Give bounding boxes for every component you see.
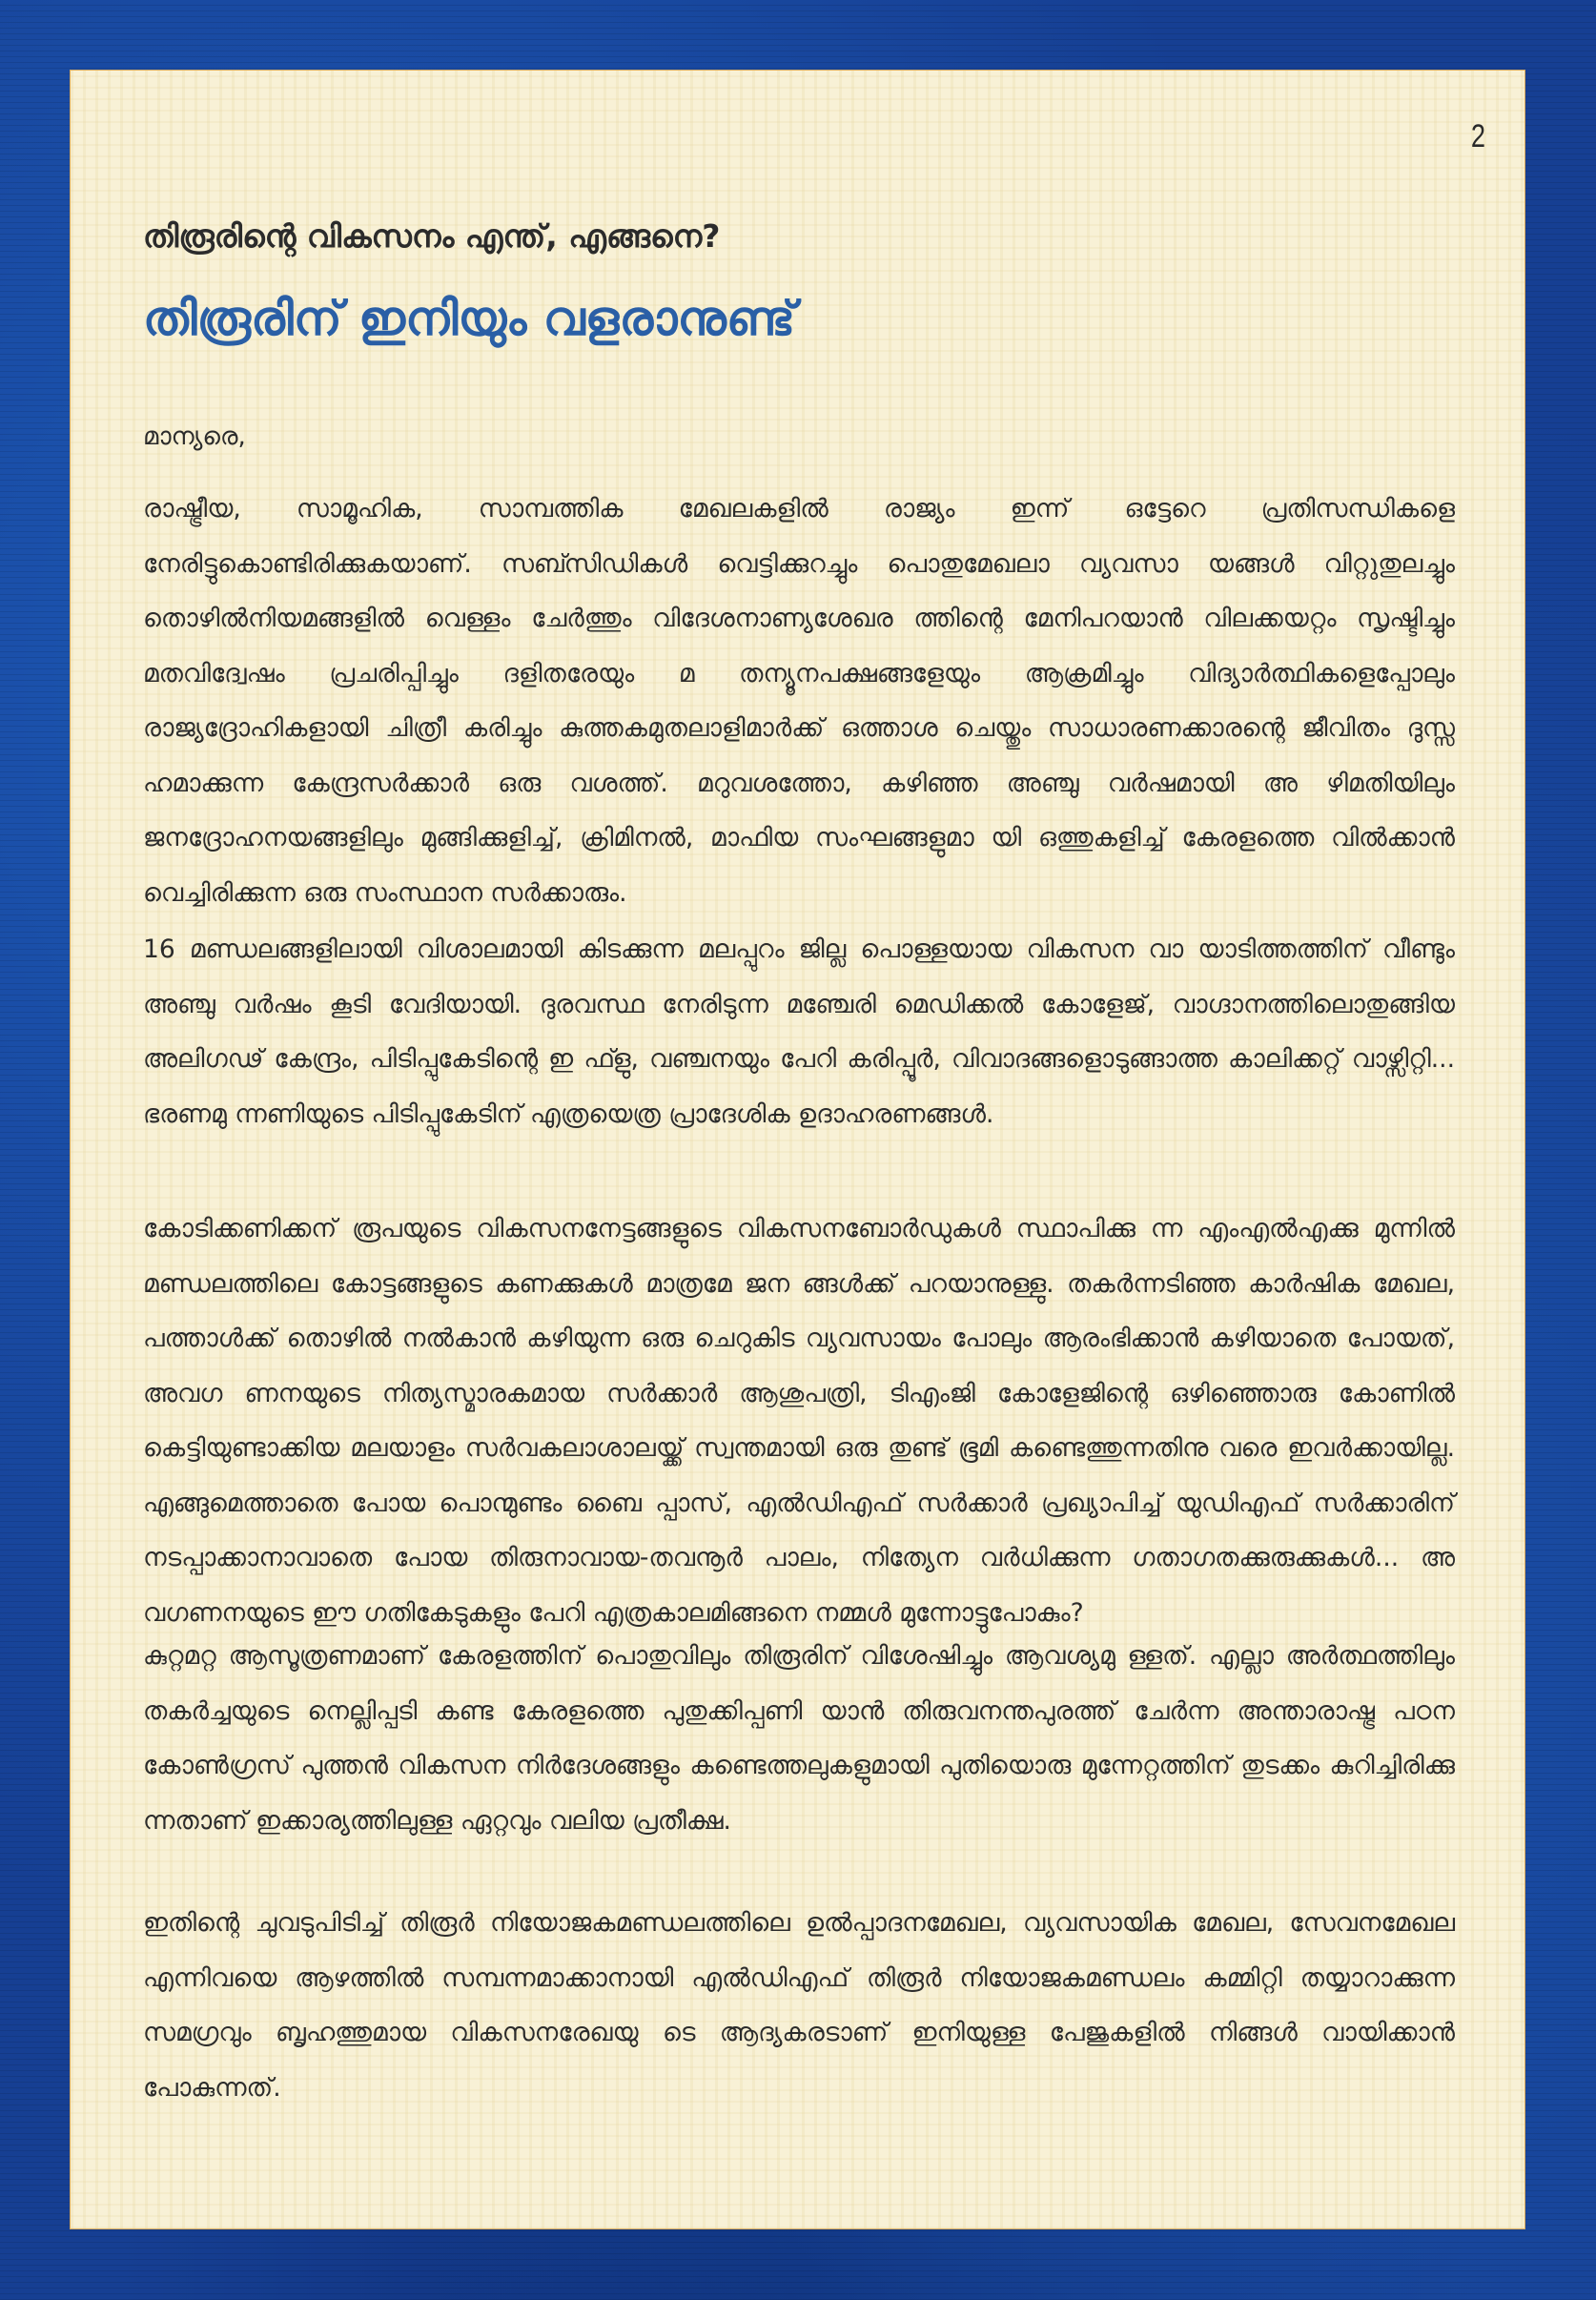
paragraph-5: ഇതിന്റെ ചുവടുപിടിച്ച് തിരൂർ നിയോജകമണ്ഡലത്തിലെ ഉൽപ്പാദനമേഖല, വ്യവസായിക മേഖല, സേവനമേഖല എന്നിവയെ ആഴത്തിൽ സമ്പന്നമാക്കാനായി എൽഡിഎഫ് തിരൂർ നിയോജകമണ്ഡലം കമ്മിറ്റി തയ്യാറാക്കുന്ന സമഗ്രവും ബൃഹത്തുമായ വികസനരേഖയു ടെ ആദ്യകരടാണ് ഇനിയുള്ള പേജുകളിൽ നിങ്ങൾ വായിക്കാൻ പോകുന്നത്.	[143, 1908, 1455, 2103]
paragraph-2: 16 മണ്ഡലങ്ങളിലായി വിശാലമായി കിടക്കുന്ന മലപ്പുറം ജില്ല പൊള്ളയായ വികസന വാ യാടിത്തത്തിന് വീണ്ടും അഞ്ചു വർഷം കൂടി വേദിയായി. ദുരവസ്ഥ നേരിടുന്ന മഞ്ചേരി മെഡിക്കൽ കോളേജ്, വാഗ്ദാനത്തിലൊതുങ്ങിയ അലിഗഢ് കേന്ദ്രം, പിടിപ്പുകേടിന്റെ ഇ ഫ്ളു, വഞ്ചനയും പേറി കരിപ്പൂർ, വിവാദങ്ങളൊടുങ്ങാത്ത കാലിക്കറ്റ് വാഴ്സിറ്റി... ഭരണമു ന്നണിയുടെ പിടിപ്പുകേടിന് എത്രയെത്ര പ്രാദേശിക ഉദാഹരണങ്ങൾ.	[143, 934, 1455, 1129]
salutation: മാന്യരെ,	[143, 422, 246, 451]
page-title: തിരൂരിന് ഇനിയും വളരാനുണ്ട്	[143, 291, 796, 346]
page-number: 2	[1470, 118, 1485, 154]
paragraph-1: രാഷ്ട്രീയ, സാമൂഹിക, സാമ്പത്തിക മേഖലകളിൽ രാജ്യം ഇന്ന് ഒട്ടേറെ പ്രതിസന്ധികളെ നേരിട്ടുകൊണ്ടിരിക്കുകയാണ്. സബ്സിഡികൾ വെട്ടിക്കുറച്ചും പൊതുമേഖലാ വ്യവസാ യങ്ങൾ വിറ്റുതുലച്ചും തൊഴിൽനിയമങ്ങളിൽ വെള്ളം ചേർത്തും വിദേശനാണ്യശേഖര ത്തിന്റെ മേനിപറയാൻ വിലക്കയറ്റം സൃഷ്ടിച്ചും മതവിദ്വേഷം പ്രചരിപ്പിച്ചും ദളിതരേയും മ തന്യൂനപക്ഷങ്ങളേയും ആക്രമിച്ചും വിദ്യാർത്ഥികളെപ്പോലും രാജ്യദ്രോഹികളായി ചിത്രീ കരിച്ചും കുത്തകമുതലാളിമാർക്ക് ഒത്താശ ചെയ്തും സാധാരണക്കാരന്റെ ജീവിതം ദുസ്സ ഹമാക്കുന്ന കേന്ദ്രസർക്കാർ ഒരു വശത്ത്. മറുവശത്തോ, കഴിഞ്ഞ അഞ്ചു വർഷമായി അ ഴിമതിയിലും ജനദ്രോഹനയങ്ങളിലും മുങ്ങിക്കുളിച്ച്, ക്രിമിനൽ, മാഫിയ സംഘങ്ങളുമാ യി ഒത്തുകളിച്ച് കേരളത്തെ വിൽക്കാൻ വെച്ചിരിക്കുന്ന ഒരു സംസ്ഥാന സർക്കാരും.	[143, 494, 1455, 908]
subheading: തിരൂരിന്റെ വികസനം എന്ത്, എങ്ങനെ?	[143, 217, 721, 255]
paragraph-3: കോടിക്കണിക്കന് രൂപയുടെ വികസനനേട്ടങ്ങളുടെ വികസനബോർഡുകൾ സ്ഥാപിക്കു ന്ന എംഎൽഎക്കു മുന്നിൽ മണ്ഡലത്തിലെ കോട്ടങ്ങളുടെ കണക്കുകൾ മാത്രമേ ജന ങ്ങൾക്ക് പറയാനുള്ളു. തകർന്നടിഞ്ഞ കാർഷിക മേഖല, പത്താൾക്ക് തൊഴിൽ നൽകാൻ കഴിയുന്ന ഒരു ചെറുകിട വ്യവസായം പോലും ആരംഭിക്കാൻ കഴിയാതെ പോയത്, അവഗ ണനയുടെ നിത്യസ്മാരകമായ സർക്കാർ ആശുപത്രി, ടിഎംജി കോളേജിന്റെ ഒഴിഞ്ഞൊരു കോണിൽ കെട്ടിയുണ്ടാക്കിയ മലയാളം സർവകലാശാലയ്ക്ക് സ്വന്തമായി ഒരു തുണ്ട് ഭൂമി കണ്ടെത്തുന്നതിനു വരെ ഇവർക്കായില്ല. എങ്ങുമെത്താതെ പോയ പൊന്മുണ്ടം ബൈ പ്പാസ്, എൽഡിഎഫ് സർക്കാർ പ്രഖ്യാപിച്ച് യുഡിഎഫ് സർക്കാരിന് നടപ്പാക്കാനാവാതെ പോയ തിരുനാവായ-തവനൂർ പാലം, നിത്യേന വർധിക്കുന്ന ഗതാഗതക്കുരുക്കുകൾ... അ വഗണനയുടെ ഈ ഗതികേടുകളും പേറി എത്രകാലമിങ്ങനെ നമ്മൾ മുന്നോട്ടുപോകും?	[143, 1214, 1455, 1628]
paragraph-4: കുറ്റമറ്റ ആസൂത്രണമാണ് കേരളത്തിന് പൊതുവിലും തിരൂരിന് വിശേഷിച്ചും ആവശ്യമു ള്ളത്. എല്ലാ അർത്ഥത്തിലും തകർച്ചയുടെ നെല്ലിപ്പടി കണ്ട കേരളത്തെ പുതുക്കിപ്പണി യാൻ തിരുവനന്തപുരത്ത് ചേർന്ന അന്താരാഷ്ട്ര പഠന കോൺഗ്രസ് പുത്തൻ വികസന നിർദേശങ്ങളും കണ്ടെത്തലുകളുമായി പുതിയൊരു മുന്നേറ്റത്തിന് തുടക്കം കുറിച്ചിരിക്കു ന്നതാണ് ഇക്കാര്യത്തിലുള്ള ഏറ്റവും വലിയ പ്രതീക്ഷ.	[143, 1641, 1455, 1836]
